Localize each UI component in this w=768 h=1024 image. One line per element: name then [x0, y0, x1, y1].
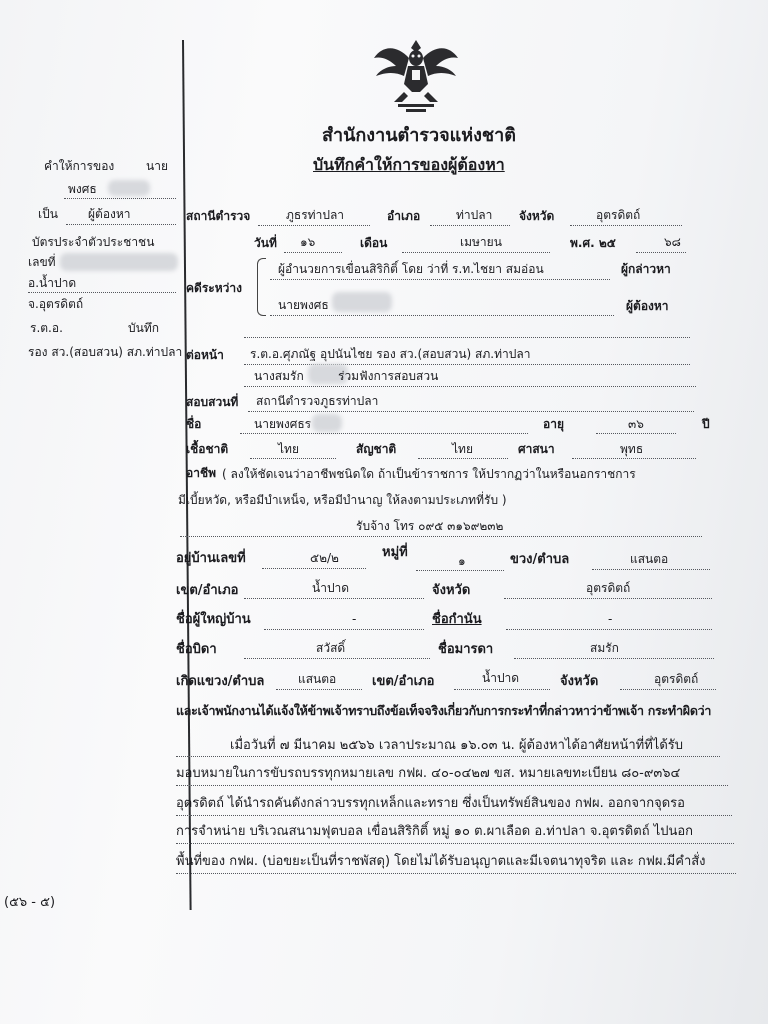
- margin-line: [66, 224, 176, 225]
- race-value: ไทย: [278, 442, 299, 456]
- investigated-line: [248, 411, 694, 412]
- race-line: [250, 458, 336, 459]
- nationality-value: ไทย: [452, 442, 473, 456]
- form-code: (๕๖ - ๕): [4, 895, 56, 910]
- moo-line: [416, 570, 504, 571]
- age-unit: ปี: [702, 417, 710, 431]
- margin-statement-of: คำให้การของ: [44, 159, 115, 173]
- statement-line3: มอบหมายในการขับรถบรรทุกหมายเลข กฟผ. ๔๐-๐๔๒๗ ขส. หมายเลขทะเบียน ๘๐-๙๓๖๔: [176, 766, 681, 781]
- before-line2-a: นางสมรัก: [254, 369, 304, 383]
- day-value: ๑๖: [300, 235, 316, 249]
- margin-province: จ.อุตรดิตถ์: [28, 297, 84, 311]
- father-label: ชื่อบิดา: [176, 642, 217, 657]
- race-label: เชื้อชาติ: [186, 442, 229, 456]
- complainant-label: ผู้กล่าวหา: [621, 262, 671, 276]
- parties-label: คดีระหว่าง: [186, 281, 242, 295]
- nationality-line: [418, 458, 508, 459]
- redaction-accused-name: [332, 292, 392, 312]
- occupation-line: [180, 536, 702, 537]
- statement-line4-rule: [176, 815, 732, 816]
- born-district-value: น้ำปาด: [482, 671, 520, 685]
- mother-line: [514, 658, 714, 659]
- age-value: ๓๖: [628, 417, 644, 431]
- amphoe-label: อำเภอ: [387, 209, 421, 223]
- subdistrict-label: ขวง/ตำบล: [510, 552, 570, 567]
- redaction-id-number: [60, 253, 178, 271]
- investigated-label: สอบสวนที่: [186, 395, 239, 409]
- born-label: เกิดแขวง/ตำบล: [176, 674, 265, 689]
- amphoe-value: ท่าปลา: [456, 208, 493, 222]
- province-label: จังหวัด: [519, 209, 555, 223]
- kamnan-value: -: [608, 612, 613, 626]
- day-line: [284, 252, 342, 253]
- margin-number-label: เลขที่: [28, 255, 56, 269]
- born-province-label: จังหวัด: [560, 674, 599, 689]
- kamnan-line: [506, 629, 712, 630]
- margin-as-value: ผู้ต้องหา: [88, 207, 131, 221]
- province2-value: อุตรดิตถ์: [586, 581, 631, 595]
- religion-line: [572, 458, 696, 459]
- born-line: [276, 689, 362, 690]
- station-label: สถานีตำรวจ: [186, 209, 251, 223]
- village-head-value: -: [352, 612, 357, 626]
- station-line: [258, 225, 370, 226]
- occupation-label: อาชีพ: [186, 466, 216, 480]
- age-label: อายุ: [543, 417, 564, 431]
- margin-district: อ.น้ำปาด: [28, 276, 77, 290]
- house-no-value: ๕๒/๒: [310, 551, 339, 565]
- statement-line5: การจำหน่าย บริเวณสนามฟุตบอล เขื่อนสิริกิติ์ หมู่ ๑๐ ต.ผาเลือด อ.ท่าปลา จ.อุตรดิตถ์ ไปนอก: [176, 824, 694, 839]
- statement-line3-rule: [176, 785, 728, 786]
- mother-label: ชื่อมารดา: [438, 642, 494, 657]
- religion-label: ศาสนา: [518, 442, 555, 456]
- name-line: [240, 433, 528, 434]
- province-value: อุตรดิตถ์: [596, 208, 641, 222]
- margin-recorded: บันทึก: [128, 321, 159, 335]
- father-line: [244, 658, 430, 659]
- nationality-label: สัญชาติ: [356, 442, 397, 456]
- margin-prefix: นาย: [146, 159, 168, 173]
- parties-bracket: [257, 258, 266, 316]
- name-value: นายพงศธร: [254, 417, 312, 431]
- district-line: [244, 598, 424, 599]
- village-head-label: ชื่อผู้ใหญ่บ้าน: [176, 612, 251, 627]
- redaction-name: [312, 414, 342, 432]
- document-title: บันทึกคำให้การของผู้ต้องหา: [313, 155, 505, 174]
- house-no-line: [262, 568, 366, 569]
- moo-value: ๑: [458, 554, 466, 568]
- year-label: พ.ศ. ๒๕: [570, 236, 616, 250]
- subdistrict-value: แสนตอ: [630, 552, 669, 566]
- day-label: วันที่: [254, 236, 277, 250]
- kamnan-label: ชื่อกำนัน: [432, 612, 482, 627]
- occupation-note2: มีเบี้ยหวัด, หรือมีบำเหน็จ, หรือมีบำนาญ ให้ลงตามประเภทที่รับ ): [178, 493, 507, 507]
- occupation-note1: ( ลงให้ชัดเจนว่าอาชีพชนิดใด ถ้าเป็นข้าราชการ ให้ปรากฏว่าในหรือนอกราชการ: [222, 467, 636, 481]
- month-label: เดือน: [360, 236, 388, 250]
- redaction-margin-name: [108, 180, 150, 196]
- house-no-label: อยู่บ้านเลขที่: [176, 551, 246, 566]
- station-value: ภูธรท่าปลา: [286, 208, 345, 222]
- religion-value: พุทธ: [620, 442, 644, 456]
- district-label: เขต/อำเภอ: [176, 583, 239, 598]
- year-line: [636, 252, 686, 253]
- margin-deputy: รอง สว.(สอบสวน) สภ.ท่าปลา: [28, 345, 183, 359]
- statement-line6: พื้นที่ของ กฟผ. (บ่อขยะเป็นที่ราชพัสดุ) โดยไม่ได้รับอนุญาตและมีเจตนาทุจริต และ กฟผ.มีคำสั่ง: [176, 854, 706, 869]
- province2-label: จังหวัด: [432, 583, 471, 598]
- born-value: แสนตอ: [298, 672, 337, 686]
- before-label: ต่อหน้า: [186, 348, 224, 362]
- margin-line: [28, 292, 176, 293]
- born-province-line: [620, 689, 716, 690]
- born-district-label: เขต/อำเภอ: [372, 674, 435, 689]
- margin-id-card-label: บัตรประจำตัวประชาชน: [32, 235, 155, 249]
- name-label: ชื่อ: [186, 417, 202, 431]
- before-line-2: [244, 386, 696, 387]
- complainant-value: ผู้อำนวยการเขื่อนสิริกิติ์ โดย ว่าที่ ร.ท.ไชยา สมอ่อน: [278, 262, 544, 276]
- statement-line2-rule: [176, 756, 720, 757]
- complainant-line: [270, 279, 610, 280]
- district-value: น้ำปาด: [312, 581, 350, 595]
- margin-name: พงศธ: [68, 182, 97, 196]
- moo-label: หมู่ที่: [382, 545, 408, 560]
- province-line: [570, 225, 682, 226]
- statement-line1: และเจ้าพนักงานได้แจ้งให้ข้าพเจ้าทราบถึงข้อเท็จจริงเกี่ยวกับการกระทำที่กล่าวหาว่าข้าพเจ้า กระทำผิดว่า: [176, 703, 712, 718]
- occupation-value: รับจ้าง โทร ๐๙๕ ๓๑๖๙๒๓๒: [356, 519, 504, 533]
- garuda-emblem-icon: [368, 36, 464, 116]
- accused-value: นายพงศธ: [278, 298, 329, 312]
- margin-line: [64, 198, 176, 199]
- father-value: สวัสดิ์: [316, 641, 346, 655]
- born-province-value: อุตรดิตถ์: [654, 672, 699, 686]
- statement-line4: อุตรดิตถ์ ได้นำรถคันดังกล่าวบรรทุกเหล็กและทราย ซึ่งเป็นทรัพย์สินของ กฟผ. ออกจากจุดรอ: [176, 796, 685, 811]
- before-line1: ร.ต.อ.ศุภณัฐ อุปนันไชย รอง สว.(สอบสวน) สภ.ท่าปลา: [250, 347, 531, 361]
- age-line: [596, 433, 676, 434]
- accused-line: [270, 315, 614, 316]
- mother-value: สมรัก: [590, 641, 619, 655]
- before-line2-b: ร่วมฟังการสอบสวน: [338, 369, 439, 383]
- month-line: [402, 252, 550, 253]
- agency-title: สำนักงานตำรวจแห่งชาติ: [322, 125, 516, 146]
- statement-line6-rule: [176, 873, 736, 874]
- before-line-0: [244, 337, 690, 338]
- village-head-line: [264, 629, 424, 630]
- province2-line: [504, 598, 712, 599]
- statement-line2: เมื่อวันที่ ๗ มีนาคม ๒๕๖๖ เวลาประมาณ ๑๖.๐๓ น. ผู้ต้องหาได้อาศัยหน้าที่ที่ได้รับ: [230, 738, 683, 753]
- born-district-line: [454, 689, 550, 690]
- amphoe-line: [430, 225, 510, 226]
- year-value: ๖๘: [664, 235, 681, 249]
- accused-label: ผู้ต้องหา: [626, 299, 669, 313]
- subdistrict-line: [592, 569, 710, 570]
- month-value: เมษายน: [460, 235, 502, 249]
- investigated-value: สถานีตำรวจภูธรท่าปลา: [256, 394, 379, 408]
- statement-line5-rule: [176, 843, 734, 844]
- margin-as-label: เป็น: [38, 207, 58, 221]
- margin-officer-rank: ร.ต.อ.: [30, 321, 63, 335]
